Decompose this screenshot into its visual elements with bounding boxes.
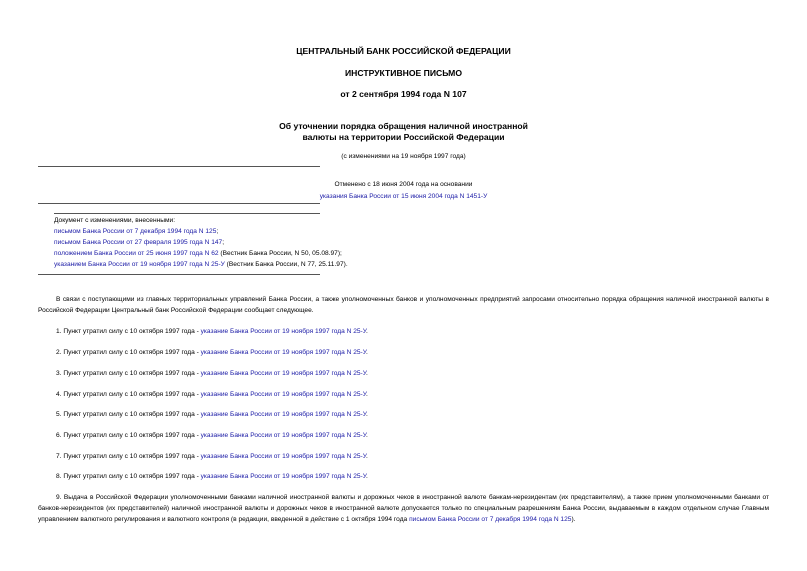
cancel-link[interactable]: указания Банка России от 15 июня 2004 года N 1451-У [319,193,488,200]
intro-paragraph: В связи с поступающими из главных территориальных управлений Банка России, а также уполномоченных банков и уполномоченных предприятий запросами относительно порядка обращения наличной иностранной валюты в Российской Федерации Центральный банк Российской Федерации сообщает следующее. [38,296,769,314]
point-link[interactable]: указание Банка России от 19 ноября 1997 года N 25-У [200,411,367,418]
doc-date-number: от 2 сентября 1994 года N 107 [340,89,467,99]
divider [38,203,320,204]
point-item: 7. Пункт утратил силу с 10 октября 1997 года - указание Банка России от 19 ноября 1997 года N 25-У. [56,453,368,460]
change-link[interactable]: письмом Банка России от 7 декабря 1994 года N 125 [54,228,217,235]
change-item: указанием Банка России от 19 ноября 1997 года N 25-У (Вестник Банка России, N 77, 25.11.97). [54,261,348,268]
point-item: 6. Пункт утратил силу с 10 октября 1997 года - указание Банка России от 19 ноября 1997 года N 25-У. [56,432,368,439]
change-item: положением Банка России от 25 июня 1997 года N 62 (Вестник Банка России, N 50, 05.08.97); [54,250,342,257]
point-9-link[interactable]: письмом Банка России от 7 декабря 1994 года N 125 [409,516,572,523]
amend-note: (с изменениями на 19 ноября 1997 года) [341,153,466,160]
point-9-paragraph: 9. Выдача в Российской Федерации уполномоченными банками наличной иностранной валюты и дорожных чеков в иностранной валюте банкам-нерезидентам (их представителям), а также прием уполномоченными банками от банков-нерезидентов (их представителей) наличной иностранной валюты и дорожных чеков в иностранной валюте допускается только по специальным разрешениям Банка России, выдаваемым в каждом отдельном случае Главным управлением валютного регулирования и валютного контроля (в редакции, введенной в действие с 1 октября 1994 года письмом Банка России от 7 декабря 1994 года N 125). [38,494,769,523]
point-item: 8. Пункт утратил силу с 10 октября 1997 года - указание Банка России от 19 ноября 1997 года N 25-У. [56,473,368,480]
change-item: письмом Банка России от 7 декабря 1994 года N 125; [54,228,219,235]
point-link[interactable]: указание Банка России от 19 ноября 1997 года N 25-У [200,349,367,356]
point-link[interactable]: указание Банка России от 19 ноября 1997 года N 25-У [200,453,367,460]
divider [54,213,320,214]
point-item: 5. Пункт утратил силу с 10 октября 1997 года - указание Банка России от 19 ноября 1997 года N 25-У. [56,411,368,418]
doc-title-line-1: Об уточнении порядка обращения наличной иностранной [279,121,528,131]
point-link[interactable]: указание Банка России от 19 ноября 1997 года N 25-У [200,432,367,439]
point-item: 4. Пункт утратил силу с 10 октября 1997 года - указание Банка России от 19 ноября 1997 года N 25-У. [56,391,368,398]
point-item: 3. Пункт утратил силу с 10 октября 1997 года - указание Банка России от 19 ноября 1997 года N 25-У. [56,370,368,377]
point-link[interactable]: указание Банка России от 19 ноября 1997 года N 25-У [200,370,367,377]
change-link[interactable]: положением Банка России от 25 июня 1997 года N 62 [54,250,219,257]
doc-title-line-2: валюты на территории Российской Федерации [302,132,505,142]
org-name: ЦЕНТРАЛЬНЫЙ БАНК РОССИЙСКОЙ ФЕДЕРАЦИИ [296,46,511,56]
change-link[interactable]: письмом Банка России от 27 февраля 1995 года N 147 [54,239,223,246]
cancel-text: Отменено с 18 июня 2004 года на основании [334,181,473,188]
point-link[interactable]: указание Банка России от 19 ноября 1997 года N 25-У [200,391,367,398]
change-link[interactable]: указанием Банка России от 19 ноября 1997 года N 25-У [54,261,225,268]
point-item: 1. Пункт утратил силу с 10 октября 1997 года - указание Банка России от 19 ноября 1997 года N 25-У. [56,328,368,335]
divider [38,274,320,275]
cancel-link-row [0,192,807,201]
divider [38,166,320,167]
doc-type: ИНСТРУКТИВНОЕ ПИСЬМО [344,68,463,78]
point-link[interactable]: указание Банка России от 19 ноября 1997 года N 25-У [200,328,367,335]
point-item: 2. Пункт утратил силу с 10 октября 1997 года - указание Банка России от 19 ноября 1997 года N 25-У. [56,349,368,356]
change-item: письмом Банка России от 27 февраля 1995 года N 147; [54,239,225,246]
changes-intro: Документ с изменениями, внесенными: [54,217,176,224]
point-link[interactable]: указание Банка России от 19 ноября 1997 года N 25-У [200,473,367,480]
